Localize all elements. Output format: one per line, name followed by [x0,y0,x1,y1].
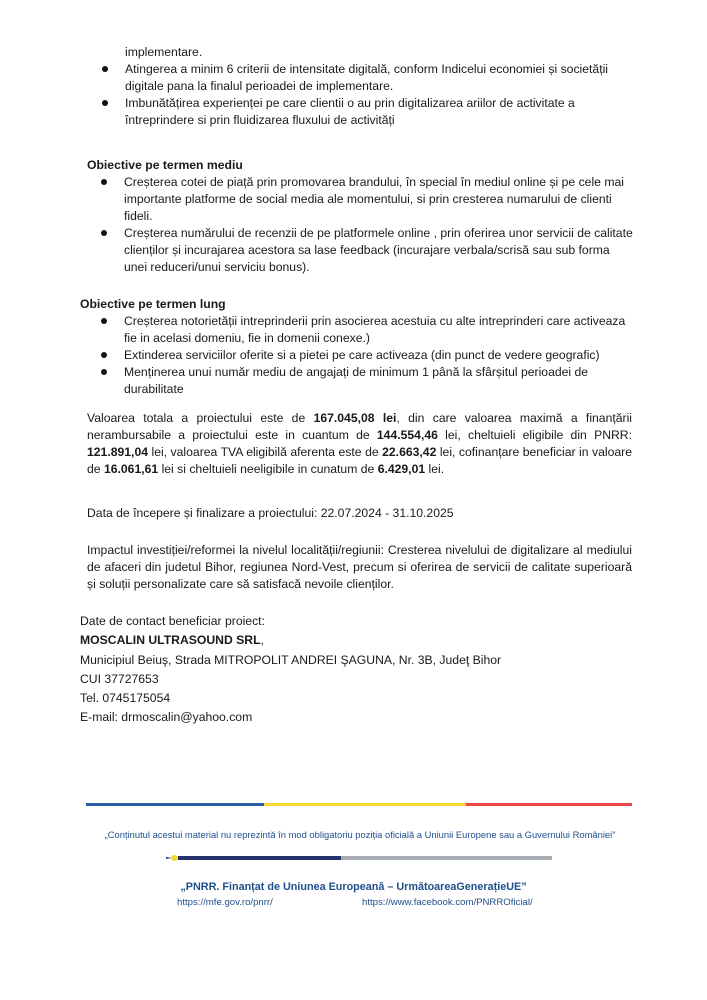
bullet-icon [101,352,107,358]
list-item: Menținerea unui număr mediu de angajați de minimum 1 până la sfârșitul perioadei de durabilitate [80,364,633,398]
list-item-tail: implementare. [125,45,203,59]
list-item: Imbunătățirea experienței pe care clientii o au prin digitalizarea ariilor de activitate a întreprindere si prin fluidizarea fluxului de activități [88,95,633,129]
mfe-link[interactable]: https://mfe.gov.ro/pnrr/ [177,897,273,908]
vat-value: 22.663,42 [382,445,437,459]
slogan: „PNRR. Finanțat de Uniunea Europeană – UrmătoareaGenerațieUE” [180,881,527,893]
objectives-list [87,174,633,276]
eu-star-icon [171,855,178,861]
facebook-link[interactable]: https://www.facebook.com/PNRROficial/ [362,897,533,908]
flag-stripe-blue [86,803,264,806]
phone: Tel. 0745175054 [80,691,171,706]
flag-stripe-red [466,803,632,806]
decorative-bar [166,856,552,860]
bullet-icon [101,318,107,324]
bullet-icon [101,369,107,375]
bullet-icon [102,66,108,72]
bar-dark-segment [178,856,341,860]
cofinancing-value: 16.061,61 [103,462,159,476]
ineligible-value: 6.429,01 [377,462,426,476]
list-item: Creșterea numărului de recenzii de pe platformele online , prin oferirea unor servicii de calitate clienților și incurajarea acestora sa lase feedback (incurajare verbala/scrisă sau sub forma unei reduceri/unui serviciu bonus). [87,225,633,276]
address: Municipiul Beiuş, Strada MITROPOLIT ANDREI ŞAGUNA, Nr. 3B, Judeţ Bihor [80,652,502,667]
disclaimer: „Conținutul acestui material nu reprezintă în mod obligatoriu poziția oficială a Uniunii Europene sau a Guvernului României” [104,829,616,840]
long-term-objectives [80,296,633,398]
objectives-list [80,313,633,398]
company-line: MOSCALIN ULTRASOUND SRL, [80,633,264,648]
contact-block [80,612,580,728]
eligible-pnrr-value: 121.891,04 [87,445,148,459]
impact-paragraph: Impactul investiției/reformei la nivelul localității/regiunii: Cresterea nivelului de digitalizare al mediului de afaceri din judetul Bihor, regiunea Nord-Vest, precum si oferirea de servicii de calitate superioară și soluții personalizate care să satisfacă nevoile clienților. [87,543,632,591]
email: E-mail: drmoscalin@yahoo.com [80,710,253,725]
bullet-icon [101,230,107,236]
project-value-paragraph: Valoarea totala a proiectului este de 167.045,08 lei, din care valoarea maximă a finanțării nerambursabile a proiectului este in cuantum de 144.554,46 lei, cheltuieli eligibile din PNRR: 121.891,04 lei, valoarea TVA eligibilă aferenta este de 22.663,42 lei, cofinanțare beneficiar in valoare de 16.061,61 lei si cheltuieli neeligibile in cunatum de 6.429,01 lei. [87,411,632,476]
list-item: Creșterea cotei de piață prin promovarea brandului, în special în mediul online și pe cele mai importante platforme de social media ale momentului, si prin cresterea numarului de clienti fideli. [87,174,633,225]
bullet-icon [101,179,107,185]
project-dates: Data de începere și finalizare a proiectului: 22.07.2024 - 31.10.2025 [87,506,454,520]
bullet-icon [102,100,108,106]
contact-label: Date de contact beneficiar proiect: [80,614,265,628]
list-item: Atingerea a minim 6 criterii de intensitate digitală, conform Indicelui economiei și societății digitale pana la finalul perioadei de implementare. [88,61,633,95]
medium-term-objectives [87,157,633,276]
cui: CUI 37727653 [80,671,159,686]
non-refundable-value: 144.554,46 [376,428,438,442]
company-name: MOSCALIN ULTRASOUND SRL [80,633,261,648]
list-item: Creșterea notorietății intreprinderii prin asocierea acestuia cu alte intreprinderi care activeaza fie in acelasi domeniu, fie in domenii conexe.) [80,313,633,347]
section-heading: Obiective pe termen lung [80,297,226,311]
flag-stripe-yellow [264,803,466,806]
list-item: Extinderea serviciilor oferite si a pietei pe care activeaza (din punct de vedere geografic) [80,347,633,364]
bar-grey-segment [341,856,552,860]
section-heading: Obiective pe termen mediu [87,158,243,172]
short-term-objectives-continuation [88,44,633,129]
total-value: 167.045,08 lei [313,411,397,425]
flag-divider [86,803,632,806]
objectives-list [88,61,633,129]
